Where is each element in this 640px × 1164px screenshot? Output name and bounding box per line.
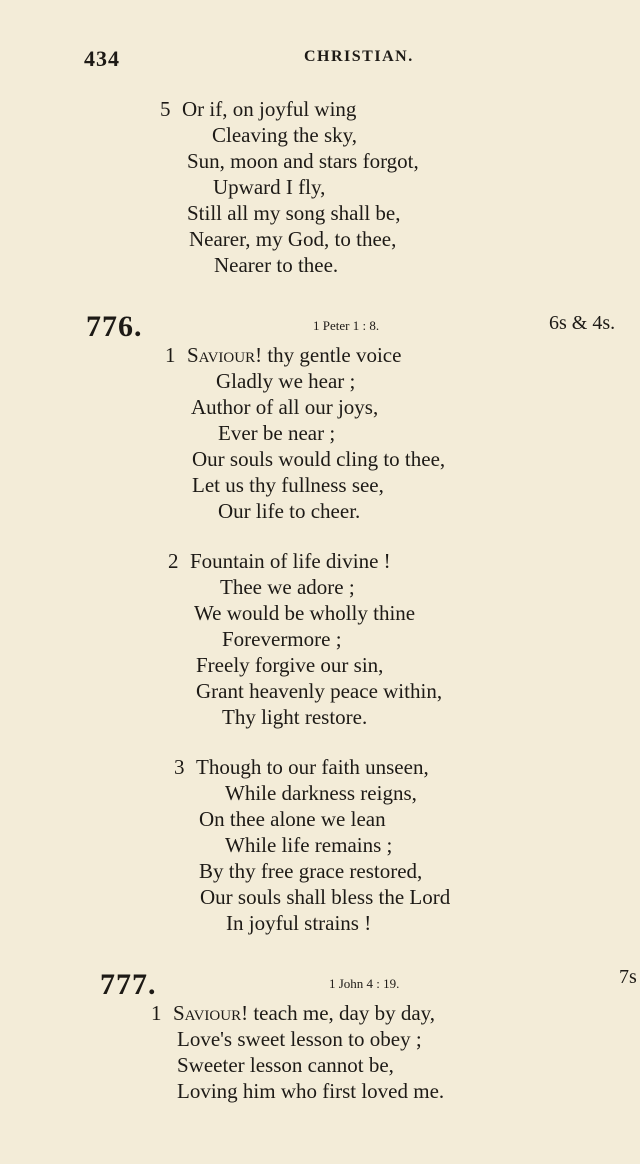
hymn-776-reference: 1 Peter 1 : 8. (313, 318, 380, 333)
verse-line: While darkness reigns, (225, 781, 417, 805)
verse-line (174, 754, 429, 780)
verse-line: Loving him who first loved me. (177, 1079, 445, 1103)
verse-line: In joyful strains ! (226, 911, 372, 935)
hymn-777-reference: 1 John 4 : 19. (329, 976, 400, 991)
first-word: Saviour (187, 343, 256, 367)
verse-number: 2 (168, 549, 179, 573)
hymn-777-number: 777. (100, 968, 157, 1001)
verse-line: Still all my song shall be, (187, 201, 401, 225)
verse-line: Let us thy fullness see, (192, 473, 384, 497)
verse-line: While life remains ; (225, 833, 393, 857)
verse-number: 1 (165, 343, 176, 367)
verse-line: Nearer to thee. (214, 253, 339, 277)
verse-line: Nearer, my God, to thee, (189, 227, 397, 251)
verse-line: Our souls would cling to thee, (192, 447, 446, 471)
verse-line (168, 548, 391, 574)
verse-line: Cleaving the sky, (212, 123, 358, 147)
verse-line: Grant heavenly peace within, (196, 679, 443, 703)
line-text: Fountain of life divine ! (190, 549, 391, 573)
verse-line: Our life to cheer. (218, 499, 361, 523)
verse-line: Ever be near ; (218, 421, 336, 445)
verse-line: By thy free grace restored, (199, 859, 423, 883)
line-text: Or if, on joyful wing (182, 97, 357, 121)
verse-number: 5 (160, 97, 171, 121)
first-word: Saviour (173, 1001, 242, 1025)
verse-line: Our souls shall bless the Lord (200, 885, 451, 909)
verse-line: We would be wholly thine (194, 601, 416, 625)
verse-line: Sweeter lesson cannot be, (177, 1053, 394, 1077)
verse-line: On thee alone we lean (199, 807, 386, 831)
hymn-776-meter: 6s & 4s. (549, 312, 616, 334)
verse-line (151, 1000, 435, 1026)
verse-line: Gladly we hear ; (216, 369, 356, 393)
line-text: ! teach me, day by day, (241, 1001, 436, 1025)
page-number: 434 (84, 46, 120, 71)
hymn-777-meter: 7s (619, 966, 637, 988)
running-title: CHRISTIAN. (304, 48, 414, 65)
verse-line: Thy light restore. (222, 705, 368, 729)
line-text: Though to our faith unseen, (196, 755, 429, 779)
verse-line (165, 342, 401, 368)
verse-line: Sun, moon and stars forgot, (187, 149, 419, 173)
verse-number: 1 (151, 1001, 162, 1025)
verse-line: Love's sweet lesson to obey ; (177, 1027, 422, 1051)
verse-line: Forevermore ; (222, 627, 342, 651)
hymn-776-number: 776. (86, 310, 143, 343)
verse-line: Upward I fly, (213, 175, 326, 199)
verse-line: Thee we adore ; (220, 575, 355, 599)
verse-line: Author of all our joys, (191, 395, 379, 419)
verse-line (160, 96, 356, 122)
line-text: ! thy gentle voice (255, 343, 402, 367)
verse-line: Freely forgive our sin, (196, 653, 384, 677)
verse-number: 3 (174, 755, 185, 779)
